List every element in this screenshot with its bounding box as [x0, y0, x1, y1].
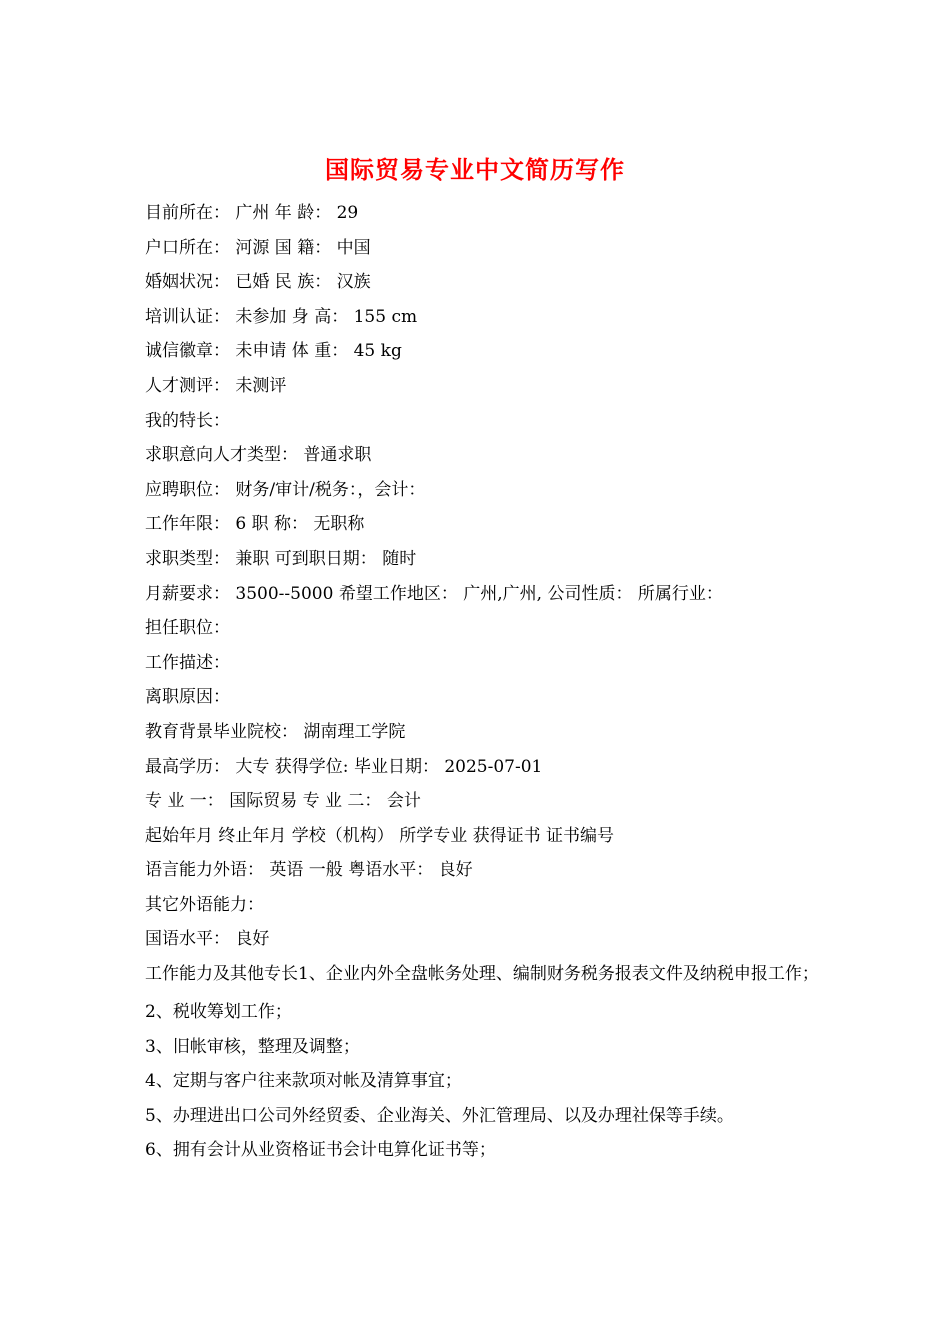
resume-line: 诚信徽章： 未申请 体 重： 45 kg — [145, 341, 402, 362]
resume-line: 我的特长： — [145, 410, 230, 431]
resume-line: 起始年月 终止年月 学校（机构） 所学专业 获得证书 证书编号 — [145, 825, 615, 846]
skill-item: 2、税收筹划工作； — [145, 1002, 292, 1023]
resume-line: 语言能力外语： 英语 一般 粤语水平： 良好 — [145, 860, 473, 881]
resume-body — [145, 196, 825, 1168]
resume-line: 专 业 一： 国际贸易 专 业 二： 会计 — [145, 791, 421, 812]
skill-item: 3、旧帐审核，整理及调整； — [145, 1036, 360, 1057]
resume-line: 教育背景毕业院校： 湖南理工学院 — [145, 721, 406, 742]
resume-line: 月薪要求： 3500--5000 希望工作地区： 广州,广州, 公司性质： 所属行业： — [145, 583, 723, 604]
resume-line: 工作描述： — [145, 652, 230, 673]
skills-paragraph: 工作能力及其他专长1、企业内外全盘帐务处理、编制财务税务报表文件及纳税申报工作； — [145, 964, 819, 985]
resume-line: 工作年限： 6 职 称： 无职称 — [145, 514, 365, 535]
document-title: 国际贸易专业中文简历写作 — [325, 155, 625, 184]
resume-line: 求职意向人才类型： 普通求职 — [145, 445, 372, 466]
skill-item: 6、拥有会计从业资格证书会计电算化证书等； — [145, 1140, 496, 1161]
resume-line: 求职类型： 兼职 可到职日期： 随时 — [145, 548, 417, 569]
resume-line: 最高学历： 大专 获得学位: 毕业日期： 2025-07-01 — [145, 756, 543, 777]
resume-line: 担任职位： — [145, 618, 230, 639]
resume-line: 离职原因： — [145, 687, 230, 708]
resume-line: 应聘职位： 财务/审计/税务：，会计： — [145, 479, 426, 500]
resume-line: 人才测评： 未测评 — [145, 375, 287, 396]
resume-line: 户口所在： 河源 国 籍： 中国 — [145, 237, 371, 258]
resume-line: 目前所在： 广州 年 龄： 29 — [145, 203, 359, 223]
skill-item: 4、定期与客户往来款项对帐及清算事宜； — [145, 1071, 462, 1092]
resume-line: 培训认证： 未参加 身 高： 155 cm — [145, 306, 418, 327]
skill-item: 5、办理进出口公司外经贸委、企业海关、外汇管理局、以及办理社保等手续。 — [145, 1105, 734, 1126]
resume-line: 婚姻状况： 已婚 民 族： 汉族 — [145, 272, 371, 293]
resume-line: 其它外语能力： — [145, 894, 264, 915]
resume-line: 国语水平： 良好 — [145, 929, 270, 950]
